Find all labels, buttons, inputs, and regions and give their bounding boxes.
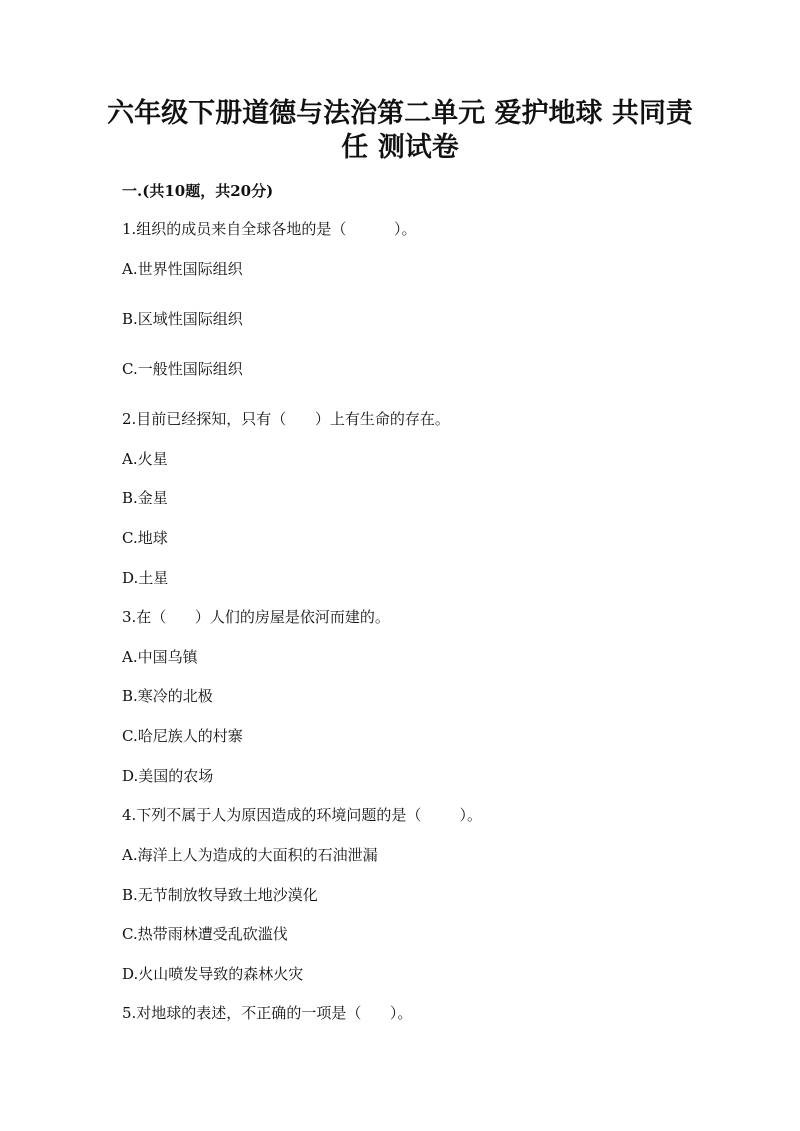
document-title-line-1: 六年级下册道德与法治第二单元 爱护地球 共同责 xyxy=(107,98,693,129)
answer-option: D.火山喷发导致的森林火灾 xyxy=(122,965,304,983)
answer-option: D.土星 xyxy=(122,569,169,587)
answer-option: C.地球 xyxy=(122,529,168,547)
answer-option: C.哈尼族人的村寨 xyxy=(122,727,243,745)
question-stem: 3.在（ ）人们的房屋是依河而建的。 xyxy=(122,608,390,626)
answer-option: C.热带雨林遭受乱砍滥伐 xyxy=(122,925,288,943)
answer-option: B.寒冷的北极 xyxy=(122,687,213,705)
section-header: 一.(共10题，共20分) xyxy=(122,182,274,200)
question-stem: 5.对地球的表述，不正确的一项是（ ）。 xyxy=(122,1004,413,1022)
answer-option: B.金星 xyxy=(122,489,168,507)
question-stem: 2.目前已经探知，只有（ ）上有生命的存在。 xyxy=(122,410,450,428)
answer-option: D.美国的农场 xyxy=(122,767,214,785)
answer-option: C.一般性国际组织 xyxy=(122,360,243,378)
answer-option: A.火星 xyxy=(122,450,168,468)
question-stem: 4.下列不属于人为原因造成的环境问题的是（ ）。 xyxy=(122,806,482,824)
answer-option: A.海洋上人为造成的大面积的石油泄漏 xyxy=(122,846,378,864)
answer-option: B.区域性国际组织 xyxy=(122,310,243,328)
answer-option: B.无节制放牧导致土地沙漠化 xyxy=(122,886,318,904)
question-stem: 1.组织的成员来自全球各地的是（ ）。 xyxy=(122,220,417,238)
answer-option: A.中国乌镇 xyxy=(122,648,198,666)
document-title-line-2: 任 测试卷 xyxy=(341,132,459,163)
answer-option: A.世界性国际组织 xyxy=(122,260,243,278)
